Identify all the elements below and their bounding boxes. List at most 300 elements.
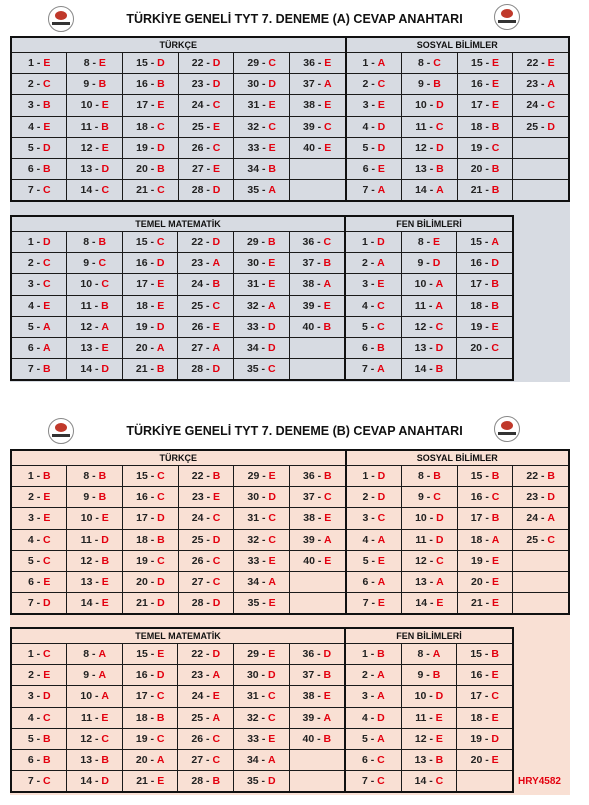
- answer-text: [347, 142, 401, 154]
- question-number: 19 -: [135, 732, 157, 745]
- question-number: 26 -: [191, 320, 213, 333]
- answer-text: [402, 184, 457, 196]
- answer-text: [402, 300, 457, 312]
- fen-answer-cell: [401, 274, 457, 295]
- answer-letter: D: [42, 690, 51, 703]
- answer-text: [458, 555, 513, 567]
- question-number: 3 -: [362, 99, 378, 112]
- answer-text: [178, 754, 233, 766]
- answer-text: [123, 321, 178, 333]
- question-number: 18 -: [136, 299, 158, 312]
- question-number: 17 -: [136, 512, 158, 525]
- answer-text: [513, 99, 568, 111]
- answer-letter: D: [156, 669, 165, 682]
- answer-row: [11, 550, 569, 571]
- answer-letter: B: [323, 257, 332, 270]
- sheet-b-top-table: [10, 449, 570, 615]
- answer-row: [11, 274, 513, 295]
- fen-answer-cell: [401, 707, 457, 728]
- sosyal-answer-cell: [346, 74, 402, 95]
- question-number: 14 -: [414, 775, 436, 788]
- answer-letter: B: [433, 78, 441, 91]
- answer-text: [234, 512, 289, 524]
- answer-letter: E: [377, 163, 385, 176]
- sosyal-answer-cell: [346, 550, 402, 571]
- matematik-answer-cell: [234, 644, 290, 665]
- turkce-answer-cell: [123, 158, 179, 179]
- answer-text: [178, 342, 233, 354]
- fen-answer-cell: [457, 686, 513, 707]
- question-number: 21 -: [136, 184, 158, 197]
- answer-letter: E: [268, 99, 276, 112]
- answer-text: [123, 121, 178, 133]
- matematik-answer-cell: [289, 232, 345, 253]
- answer-letter: A: [42, 342, 51, 355]
- turkce-answer-cell: [67, 508, 123, 529]
- answer-letter: E: [101, 597, 109, 610]
- turkce-answer-cell: [289, 180, 345, 202]
- answer-letter: E: [491, 711, 499, 724]
- question-number: 35 -: [246, 775, 268, 788]
- answer-letter: B: [547, 470, 555, 483]
- sosyal-answer-cell: [346, 95, 402, 116]
- answer-letter: E: [157, 99, 165, 112]
- answer-text: [290, 300, 345, 312]
- answer-text: [347, 470, 401, 482]
- question-number: 12 -: [415, 141, 437, 154]
- answer-text: [346, 342, 401, 354]
- turkce-answer-cell: [234, 571, 290, 592]
- answer-text: [12, 470, 66, 482]
- answer-row: [11, 95, 569, 116]
- answer-text: [290, 470, 345, 482]
- fen-answer-cell: [345, 253, 401, 274]
- answer-row: [11, 728, 513, 749]
- matematik-answer-cell: [67, 359, 123, 381]
- answer-letter: D: [268, 78, 276, 91]
- answer-text: [12, 321, 66, 333]
- sosyal-answer-cell: [513, 180, 569, 202]
- sosyal-answer-cell: [402, 529, 458, 550]
- answer-text: [179, 57, 234, 69]
- matematik-answer-cell: [178, 316, 234, 337]
- matematik-answer-cell: [234, 665, 290, 686]
- question-number: 15 -: [471, 57, 493, 70]
- sosyal-answer-cell: [457, 529, 513, 550]
- question-number: 23 -: [192, 491, 214, 504]
- question-number: 11 -: [415, 711, 436, 724]
- question-number: 37 -: [302, 257, 324, 270]
- answer-text: [290, 236, 345, 248]
- sosyal-answer-cell: [402, 158, 458, 179]
- answer-letter: B: [323, 732, 332, 745]
- answer-text: [402, 491, 457, 503]
- turkce-answer-cell: [67, 571, 123, 592]
- matematik-answer-cell: [122, 274, 178, 295]
- answer-text: [178, 733, 233, 745]
- answer-letter: A: [377, 363, 385, 376]
- answer-letter: C: [42, 257, 51, 270]
- question-number: 40 -: [302, 320, 324, 333]
- answer-letter: D: [432, 257, 441, 270]
- answer-text: [234, 363, 289, 375]
- answer-text: [123, 78, 178, 90]
- matematik-answer-cell: [122, 253, 178, 274]
- answer-text: [12, 257, 66, 269]
- turkce-answer-cell: [234, 180, 290, 202]
- question-number: 3 -: [27, 690, 43, 703]
- answer-letter: B: [212, 278, 221, 291]
- question-number: 11 -: [80, 711, 102, 724]
- answer-text: [67, 78, 122, 90]
- answer-letter: E: [98, 57, 106, 70]
- answer-row: [11, 253, 513, 274]
- answer-letter: D: [435, 533, 444, 546]
- answer-letter: C: [212, 299, 221, 312]
- answer-text: [179, 121, 234, 133]
- answer-text: [346, 690, 401, 702]
- answer-row: [11, 137, 569, 158]
- answer-text: [458, 597, 513, 609]
- question-number: 25 -: [191, 711, 213, 724]
- answer-text: [290, 257, 345, 269]
- answer-text: [513, 491, 568, 503]
- answer-letter: D: [267, 669, 276, 682]
- answer-text: [402, 278, 457, 290]
- question-number: 35 -: [247, 184, 269, 197]
- fen-answer-cell: [345, 337, 401, 358]
- answer-text: [346, 363, 401, 375]
- fen-answer-cell: [457, 749, 513, 770]
- question-number: 31 -: [247, 512, 269, 525]
- answer-letter: E: [491, 669, 499, 682]
- turkce-answer-cell: [123, 53, 179, 74]
- answer-letter: D: [436, 99, 444, 112]
- answer-text: [123, 491, 178, 503]
- question-number: 17 -: [470, 512, 492, 525]
- answer-text: [67, 342, 122, 354]
- question-number: 22 -: [526, 470, 548, 483]
- sosyal-answer-cell: [513, 74, 569, 95]
- answer-letter: B: [324, 470, 332, 483]
- turkce-answer-cell: [289, 529, 345, 550]
- turkce-header: TÜRKÇE: [11, 37, 346, 53]
- question-number: 36 -: [302, 648, 324, 661]
- answer-text: [290, 733, 345, 745]
- question-number: 4 -: [362, 120, 378, 133]
- matematik-answer-cell: [289, 771, 345, 793]
- turkce-answer-cell: [123, 95, 179, 116]
- matematik-answer-cell: [67, 644, 123, 665]
- question-number: 9 -: [83, 78, 99, 91]
- answer-text: [234, 78, 289, 90]
- question-number: 15 -: [136, 648, 158, 661]
- answer-letter: E: [324, 99, 332, 112]
- turkce-answer-cell: [11, 137, 67, 158]
- matematik-answer-cell: [178, 728, 234, 749]
- question-number: 1 -: [27, 470, 44, 483]
- question-number: 9 -: [83, 257, 99, 270]
- answer-letter: A: [436, 184, 444, 197]
- question-number: 18 -: [136, 120, 158, 133]
- answer-text: [402, 733, 457, 745]
- matematik-header: TEMEL MATEMATİK: [11, 216, 345, 232]
- answer-letter: A: [267, 299, 276, 312]
- answer-letter: C: [377, 320, 385, 333]
- question-number: 22 -: [191, 236, 213, 249]
- answer-text: [234, 163, 289, 175]
- question-number: 20 -: [136, 576, 158, 589]
- answer-text: [234, 236, 289, 248]
- question-number: 11 -: [80, 299, 102, 312]
- question-number: 1 -: [362, 57, 378, 70]
- answer-letter: A: [101, 690, 109, 703]
- matematik-answer-cell: [289, 295, 345, 316]
- sosyal-answer-cell: [402, 466, 458, 487]
- answer-letter: C: [42, 775, 51, 788]
- turkce-answer-cell: [67, 95, 123, 116]
- matematik-answer-cell: [11, 644, 67, 665]
- answer-letter: E: [324, 57, 332, 70]
- answer-letter: A: [212, 711, 221, 724]
- question-number: 24 -: [191, 512, 213, 525]
- answer-text: [290, 690, 345, 702]
- question-number: 4 -: [28, 299, 44, 312]
- answer-text: [234, 648, 289, 660]
- matematik-answer-cell: [234, 728, 290, 749]
- fen-answer-cell: [401, 686, 457, 707]
- answer-letter: A: [324, 533, 332, 546]
- fen-answer-cell: [457, 728, 513, 749]
- question-number: 32 -: [247, 533, 269, 546]
- question-number: 38 -: [303, 512, 325, 525]
- answer-letter: C: [101, 184, 110, 197]
- answer-letter: B: [323, 320, 332, 333]
- answer-letter: C: [157, 184, 165, 197]
- question-number: 12 -: [80, 554, 102, 567]
- matematik-answer-cell: [11, 232, 67, 253]
- question-number: 11 -: [80, 120, 102, 133]
- answer-letter: C: [98, 257, 107, 270]
- question-number: 12 -: [80, 320, 102, 333]
- matematik-answer-cell: [289, 665, 345, 686]
- answer-letter: C: [43, 554, 51, 567]
- question-number: 15 -: [470, 648, 492, 661]
- sosyal-answer-cell: [346, 53, 402, 74]
- question-number: 24 -: [191, 99, 213, 112]
- question-number: 34 -: [246, 754, 268, 767]
- answer-letter: B: [98, 491, 107, 504]
- question-number: 17 -: [136, 99, 158, 112]
- question-number: 10 -: [80, 690, 102, 703]
- turkce-answer-cell: [11, 508, 67, 529]
- answer-text: [12, 278, 66, 290]
- answer-letter: B: [377, 648, 385, 661]
- answer-text: [458, 163, 513, 175]
- matematik-answer-cell: [11, 295, 67, 316]
- turkce-answer-cell: [234, 529, 290, 550]
- answer-letter: A: [156, 754, 165, 767]
- answer-letter: B: [157, 163, 165, 176]
- fen-answer-cell: [401, 771, 457, 793]
- answer-letter: D: [42, 236, 51, 249]
- sheet-b-top-body: [11, 450, 569, 614]
- answer-letter: C: [491, 491, 500, 504]
- sosyal-answer-cell: [346, 158, 402, 179]
- answer-row: [11, 749, 513, 770]
- matematik-answer-cell: [11, 316, 67, 337]
- question-number: 31 -: [247, 99, 269, 112]
- answer-letter: C: [267, 711, 276, 724]
- matematik-answer-cell: [122, 665, 178, 686]
- answer-letter: E: [43, 120, 51, 133]
- fen-answer-cell: [457, 274, 513, 295]
- answer-letter: E: [491, 754, 499, 767]
- answer-letter: A: [377, 669, 385, 682]
- matematik-answer-cell: [67, 686, 123, 707]
- answer-text: [458, 57, 513, 69]
- sosyal-answer-cell: [457, 550, 513, 571]
- sosyal-header: SOSYAL BİLİMLER: [346, 37, 569, 53]
- answer-letter: E: [43, 512, 51, 525]
- answer-text: [67, 733, 122, 745]
- question-number: 19 -: [470, 320, 492, 333]
- answer-text: [178, 712, 233, 724]
- answer-letter: C: [377, 754, 385, 767]
- answer-letter: E: [43, 491, 51, 504]
- fen-answer-cell: [457, 707, 513, 728]
- question-number: 6 -: [27, 163, 44, 176]
- question-number: 36 -: [303, 57, 325, 70]
- question-number: 36 -: [302, 236, 324, 249]
- turkce-answer-cell: [123, 571, 179, 592]
- answer-letter: D: [156, 257, 165, 270]
- question-number: 40 -: [303, 141, 325, 154]
- answer-text: [402, 470, 457, 482]
- question-number: 4 -: [27, 533, 44, 546]
- matematik-answer-cell: [178, 232, 234, 253]
- answer-row: [11, 571, 569, 592]
- matematik-answer-cell: [178, 749, 234, 770]
- answer-letter: D: [43, 141, 51, 154]
- question-number: 14 -: [80, 775, 102, 788]
- question-number: 5 -: [361, 732, 378, 745]
- matematik-answer-cell: [178, 295, 234, 316]
- sosyal-answer-cell: [457, 74, 513, 95]
- fen-answer-cell: [401, 253, 457, 274]
- turkce-answer-cell: [178, 466, 234, 487]
- question-number: 27 -: [192, 163, 214, 176]
- answer-text: [123, 363, 178, 375]
- answer-letter: C: [156, 236, 165, 249]
- matematik-answer-cell: [289, 686, 345, 707]
- question-number: 25 -: [526, 120, 548, 133]
- answer-letter: D: [491, 257, 499, 270]
- question-number: 10 -: [80, 278, 102, 291]
- answer-letter: D: [491, 732, 499, 745]
- question-number: 27 -: [191, 576, 213, 589]
- answer-text: [347, 555, 401, 567]
- answer-letter: E: [491, 320, 499, 333]
- matematik-answer-cell: [11, 359, 67, 381]
- matematik-header: TEMEL MATEMATİK: [11, 628, 345, 644]
- question-number: 7 -: [362, 184, 378, 197]
- turkce-answer-cell: [289, 158, 345, 179]
- question-number: 38 -: [302, 278, 324, 291]
- answer-row: [11, 508, 569, 529]
- question-number: 36 -: [302, 470, 324, 483]
- answer-letter: B: [491, 120, 500, 133]
- answer-letter: D: [547, 120, 555, 133]
- question-number: 19 -: [135, 320, 157, 333]
- answer-text: [402, 257, 457, 269]
- answer-letter: E: [547, 57, 555, 70]
- answer-letter: E: [268, 554, 276, 567]
- answer-letter: E: [212, 320, 220, 333]
- answer-letter: C: [268, 57, 276, 70]
- answer-letter: C: [101, 278, 109, 291]
- question-number: 21 -: [471, 597, 493, 610]
- sosyal-answer-cell: [457, 158, 513, 179]
- answer-letter: E: [492, 576, 500, 589]
- answer-text: [67, 470, 122, 482]
- answer-text: [346, 754, 401, 766]
- answer-letter: A: [212, 257, 221, 270]
- turkce-answer-cell: [123, 487, 179, 508]
- answer-letter: E: [101, 711, 109, 724]
- sosyal-answer-cell: [513, 466, 569, 487]
- fen-answer-cell: [401, 665, 457, 686]
- matematik-answer-cell: [122, 232, 178, 253]
- matematik-answer-cell: [234, 359, 290, 381]
- question-number: 33 -: [247, 732, 269, 745]
- matematik-answer-cell: [122, 707, 178, 728]
- matematik-answer-cell: [234, 749, 290, 770]
- answer-letter: D: [547, 491, 555, 504]
- answer-letter: E: [268, 597, 276, 610]
- fen-answer-cell: [345, 316, 401, 337]
- answer-text: [179, 99, 234, 111]
- question-number: 21 -: [470, 184, 492, 197]
- question-number: 10 -: [80, 512, 102, 525]
- turkce-answer-cell: [67, 180, 123, 202]
- question-number: 32 -: [246, 711, 268, 724]
- fen-answer-cell: [345, 274, 401, 295]
- answer-text: [12, 236, 66, 248]
- fen-answer-cell: [401, 295, 457, 316]
- question-number: 38 -: [302, 690, 324, 703]
- turkce-answer-cell: [289, 95, 345, 116]
- matematik-answer-cell: [67, 232, 123, 253]
- answer-text: [290, 669, 345, 681]
- answer-row: [11, 644, 513, 665]
- answer-letter: E: [268, 257, 276, 270]
- turkce-answer-cell: [178, 571, 234, 592]
- turkce-answer-cell: [67, 529, 123, 550]
- answer-row: [11, 593, 569, 615]
- answer-text: [12, 754, 66, 766]
- matematik-answer-cell: [178, 644, 234, 665]
- answer-text: [123, 257, 178, 269]
- question-number: 22 -: [526, 57, 548, 70]
- answer-row: [11, 295, 513, 316]
- question-number: 20 -: [136, 163, 158, 176]
- question-number: 23 -: [191, 78, 213, 91]
- answer-letter: E: [43, 576, 51, 589]
- turkce-answer-cell: [234, 593, 290, 615]
- answer-text: [234, 184, 289, 196]
- answer-text: [458, 534, 513, 546]
